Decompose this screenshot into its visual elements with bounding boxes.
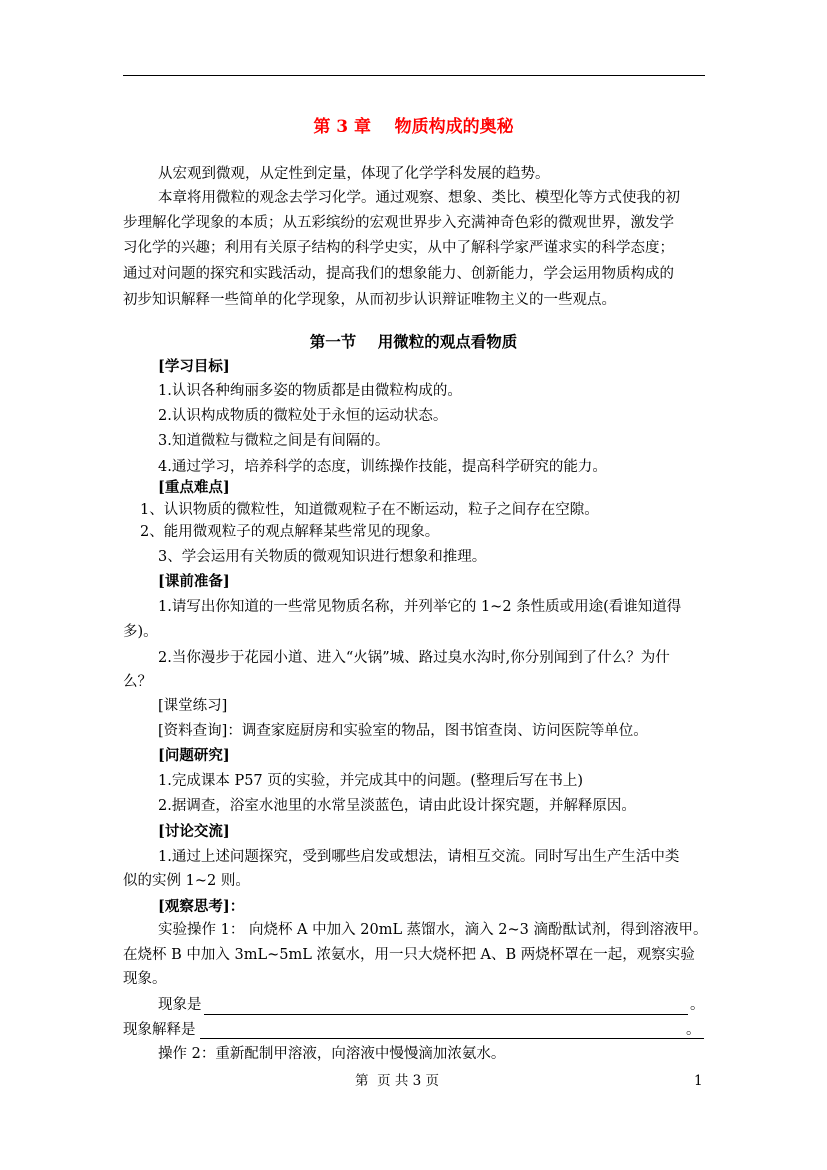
intro-paragraph-2-line-3: 习化学的兴趣；利用有关原子结构的科学史实，从中了解科学家严谨求实的科学态度；	[123, 240, 674, 256]
phenomenon-label: 现象是	[158, 997, 202, 1013]
research-item: 1.完成课本 P57 页的实验，并完成其中的问题。(整理后写在书上)	[158, 773, 584, 789]
explanation-answer-line[interactable]	[200, 1038, 704, 1039]
observe-operation-1-line-1: 实验操作 1： 向烧杯 A 中加入 20mL 蒸馏水，滴入 2~3 滴酚酞试剂，得到溶液甲。	[158, 922, 708, 938]
discussion-heading: [讨论交流]	[158, 823, 230, 840]
preparation-heading: [课前准备]	[158, 573, 230, 590]
preparation-question-2-line-1: 2.当你漫步于花园小道、进入“火锅”城、路过臭水沟时,你分别闻到了什么？为什	[158, 650, 670, 666]
observe-operation-1-line-2: 在烧杯 B 中加入 3mL~5mL 浓氨水，用一只大烧杯把 A、B 两烧杯罩在一起，观察实验	[123, 947, 695, 963]
phenomenon-end: 。	[690, 997, 705, 1013]
goal-item: 2.认识构成物质的微粒处于永恒的运动状态。	[158, 408, 448, 424]
preparation-question-1-line-2: 多)。	[123, 624, 158, 640]
page-counter: 第 页 共 3 页	[355, 1073, 440, 1089]
observe-operation-2: 操作 2：重新配制甲溶液，向溶液中慢慢滴加浓氨水。	[158, 1046, 506, 1062]
explanation-end: 。	[686, 1022, 701, 1038]
observe-operation-1-line-3: 现象。	[123, 971, 167, 987]
practice-lookup: [资料查询]：调查家庭厨房和实验室的物品，图书馆查岗、访问医院等单位。	[158, 723, 648, 739]
goals-heading: [学习目标]	[158, 358, 230, 375]
goal-item: 3.知道微粒与微粒之间是有间隔的。	[158, 433, 390, 449]
research-item: 2.据调查，浴室水池里的水常呈淡蓝色，请由此设计探究题，并解释原因。	[158, 798, 636, 814]
intro-paragraph-2-line-1: 本章将用微粒的观念去学习化学。通过观察、想象、类比、模型化等方式使我的初	[158, 190, 680, 206]
intro-paragraph-2-line-4: 通过对问题的探究和实践活动，提高我们的想象能力、创新能力，学会运用物质构成的	[123, 266, 674, 282]
key-point-item: 3、学会运用有关物质的微观知识进行想象和推理。	[158, 549, 487, 565]
page-number: 1	[694, 1073, 703, 1089]
discussion-line-1: 1.通过上述问题探究，受到哪些启发或想法，请相互交流。同时写出生产生活中类	[158, 849, 680, 865]
preparation-question-2-line-2: 么？	[123, 674, 152, 690]
discussion-line-2: 似的实例 1~2 则。	[123, 873, 250, 889]
intro-paragraph-1: 从宏观到微观，从定性到定量，体现了化学学科发展的趋势。	[158, 166, 550, 182]
goal-item: 4.通过学习，培养科学的态度，训练操作技能，提高科学研究的能力。	[158, 459, 607, 475]
phenomenon-answer-line[interactable]	[204, 1014, 688, 1015]
key-points-heading: [重点难点]	[158, 479, 230, 496]
key-point-item: 1、认识物质的微粒性，知道微观粒子在不断运动，粒子之间存在空隙。	[140, 502, 599, 518]
chapter-title: 第 3 章 物质构成的奥秘	[313, 117, 514, 137]
research-heading: [问题研究]	[158, 747, 230, 764]
observe-heading: [观察思考]：	[158, 898, 245, 915]
practice-heading: [课堂练习]	[158, 698, 228, 714]
key-point-item: 2、能用微观粒子的观点解释某些常见的现象。	[140, 524, 440, 540]
intro-paragraph-2-line-2: 步理解化学现象的本质；从五彩缤纷的宏观世界步入充满神奇色彩的微观世界，激发学	[123, 215, 674, 231]
preparation-question-1-line-1: 1.请写出你知道的一些常见物质名称，并列举它的 1~2 条性质或用途(看谁知道得	[158, 599, 682, 615]
explanation-label: 现象解释是	[123, 1022, 196, 1038]
header-rule	[123, 75, 705, 76]
goal-item: 1.认识各种绚丽多姿的物质都是由微粒构成的。	[158, 383, 462, 399]
intro-paragraph-2-line-5: 初步知识解释一些简单的化学现象，从而初步认识辩证唯物主义的一些观点。	[123, 292, 616, 308]
section-title: 第一节 用微粒的观点看物质	[309, 332, 518, 351]
